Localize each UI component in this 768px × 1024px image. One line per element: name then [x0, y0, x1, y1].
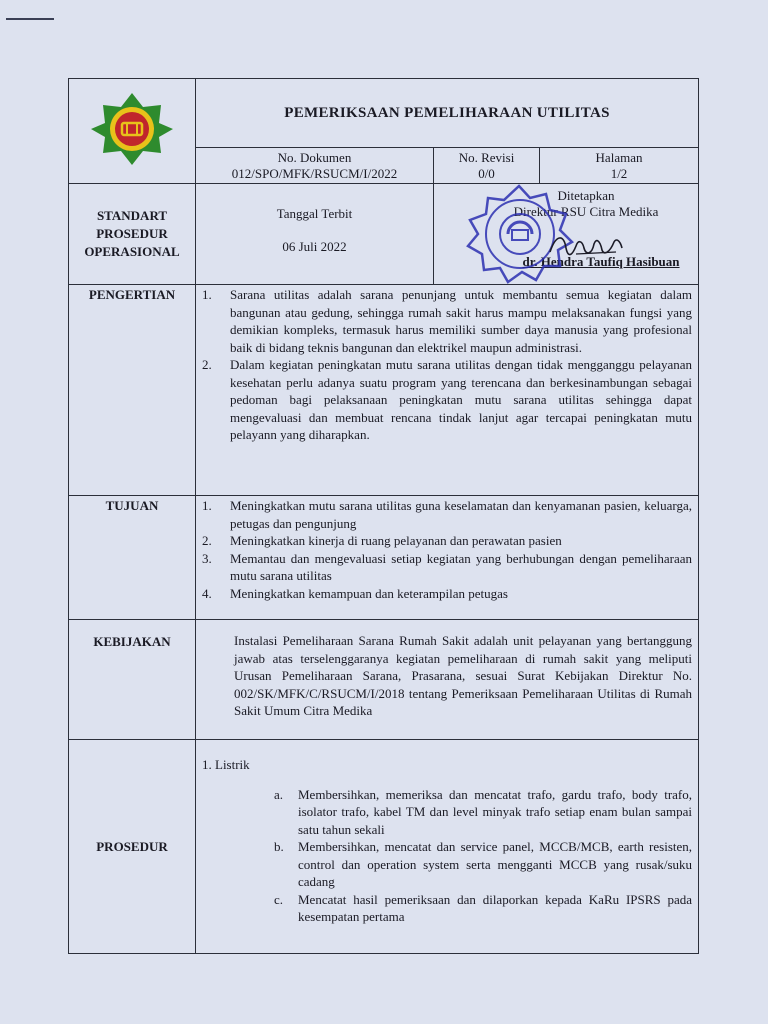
- sop-table: [68, 78, 699, 954]
- item-text: Memantau dan mengevaluasi setiap kegiatan yang berhubungan dengan pemeliharaan mutu sarana utilitas: [230, 550, 693, 583]
- item-text: Membersihkan, memeriksa dan mencatat trafo, gardu trafo, body trafo, isolator trafo, kabel TM dan level minyak trafo setiap enam bulan sampai satu tahun sekali: [298, 786, 693, 837]
- doc-number-cell: [196, 148, 434, 184]
- item-text: Meningkatkan kemampuan dan keterampilan petugas: [230, 585, 508, 601]
- spo-line-2: PROSEDUR: [96, 226, 168, 241]
- prosedur-heading: 1. Listrik: [202, 757, 250, 772]
- item-number: 3.: [202, 550, 212, 566]
- list-item: [196, 550, 692, 585]
- list-item: [196, 497, 692, 532]
- issue-date-value: 06 Juli 2022: [282, 239, 347, 254]
- hospital-logo-icon: [89, 91, 175, 167]
- item-number: 2.: [202, 357, 212, 372]
- item-text: Sarana utilitas adalah sarana penunjang untuk membantu semua kegiatan dalam bangunan atau gedung, sehingga rumah sakit harus mampu melaksanakan fungsi yang demikian kompleks, termasuk harus memiliki sumber daya manusia yang profesional baik di bidang teknis bangunan dan elektrikel maupun administrasi.: [230, 287, 693, 355]
- tujuan-content: [196, 496, 699, 620]
- pengertian-label: PENGERTIAN: [69, 285, 196, 496]
- doc-number-value: 012/SPO/MFK/RSUCM/I/2022: [231, 166, 398, 181]
- prosedur-list: [274, 786, 692, 926]
- issue-date-cell: [196, 184, 434, 285]
- list-item: [274, 786, 692, 839]
- item-number: 1.: [202, 287, 212, 302]
- page-cell: [540, 148, 699, 184]
- revision-value: 0/0: [478, 166, 495, 181]
- kebijakan-content: [196, 620, 699, 740]
- sop-document: [68, 78, 698, 935]
- list-item: [196, 532, 692, 550]
- spo-line-1: STANDART: [96, 208, 168, 223]
- page-value: 1/2: [610, 166, 628, 181]
- pengertian-content: [196, 285, 699, 496]
- list-item: [274, 891, 692, 926]
- issue-date-label: Tanggal Terbit: [276, 206, 353, 221]
- approval-label: Ditetapkan: [557, 188, 615, 203]
- prosedur-content: [196, 740, 699, 954]
- item-text: Dalam kegiatan peningkatan mutu sarana utilitas dengan tidak mengganggu pelayanan kesehatan perlu adanya suatu program yang terencana dan berkesinambungan sebagai pedoman bagi pelaksanaan peningkatan mutu sarana utilitas sehingga dapat mengevaluasi dan membuat rencana tindak lanjut agar tercapai peningkatan mutu pelayann yang diharapkan.: [230, 357, 693, 442]
- item-number: 2.: [202, 533, 212, 548]
- director-name: dr. Hendra Taufiq Hasibuan: [522, 254, 680, 269]
- hospital-logo-cell: [69, 79, 196, 184]
- prosedur-label: PROSEDUR: [69, 740, 196, 954]
- list-item: [196, 356, 692, 444]
- tujuan-label: TUJUAN: [69, 496, 196, 620]
- revision-label: No. Revisi: [458, 150, 515, 165]
- document-title: PEMERIKSAAN PEMELIHARAAN UTILITAS: [196, 79, 699, 148]
- corner-mark: [6, 18, 54, 20]
- doc-number-label: No. Dokumen: [277, 150, 352, 165]
- tujuan-list: [196, 497, 692, 602]
- page-label: Halaman: [595, 150, 643, 165]
- kebijakan-label: KEBIJAKAN: [69, 620, 196, 740]
- item-letter: b.: [274, 839, 284, 854]
- list-item: [196, 585, 692, 603]
- item-text: Meningkatkan kinerja di ruang pelayanan dan perawatan pasien: [230, 533, 562, 548]
- pengertian-list: [196, 286, 692, 444]
- item-letter: c.: [274, 891, 284, 907]
- item-text: Mencatat hasil pemeriksaan dan dilaporkan kepada KaRu IPSRS pada kesempatan pertama: [298, 891, 693, 924]
- item-text: Membersihkan, mencatat dan service panel, MCCB/MCB, earth resisten, control dan operation system serta mengganti MCCB yang rusak/suku cadang: [298, 839, 693, 889]
- spo-label-cell: [69, 184, 196, 285]
- revision-cell: [434, 148, 540, 184]
- item-number: 4.: [202, 585, 212, 601]
- director-title: Direktur RSU Citra Medika: [513, 204, 659, 219]
- list-item: [274, 838, 692, 891]
- signature-icon: [546, 228, 626, 262]
- item-number: 1.: [202, 498, 212, 513]
- kebijakan-text: Instalasi Pemeliharaan Sarana Rumah Sakit adalah unit pelayanan yang bertanggung jawab atas terselenggaranya kegiatan pemeliharaan di rumah sakit yang meliputi Urusan Pemeliharaan Sarana, Prasarana, sesuai Surat Kebijakan Direktur No. 002/SK/MFK/C/RSUCM/I/2018 tentang Pemeriksaan Pemeliharaan Utilitas di Rumah Sakit Umum Citra Medika: [234, 633, 693, 718]
- item-letter: a.: [274, 786, 284, 802]
- item-text: Meningkatkan mutu sarana utilitas guna keselamatan dan kenyamanan pasien, keluarga, petugas dan pengunjung: [230, 498, 693, 531]
- list-item: [196, 286, 692, 356]
- spo-line-3: OPERASIONAL: [84, 244, 180, 259]
